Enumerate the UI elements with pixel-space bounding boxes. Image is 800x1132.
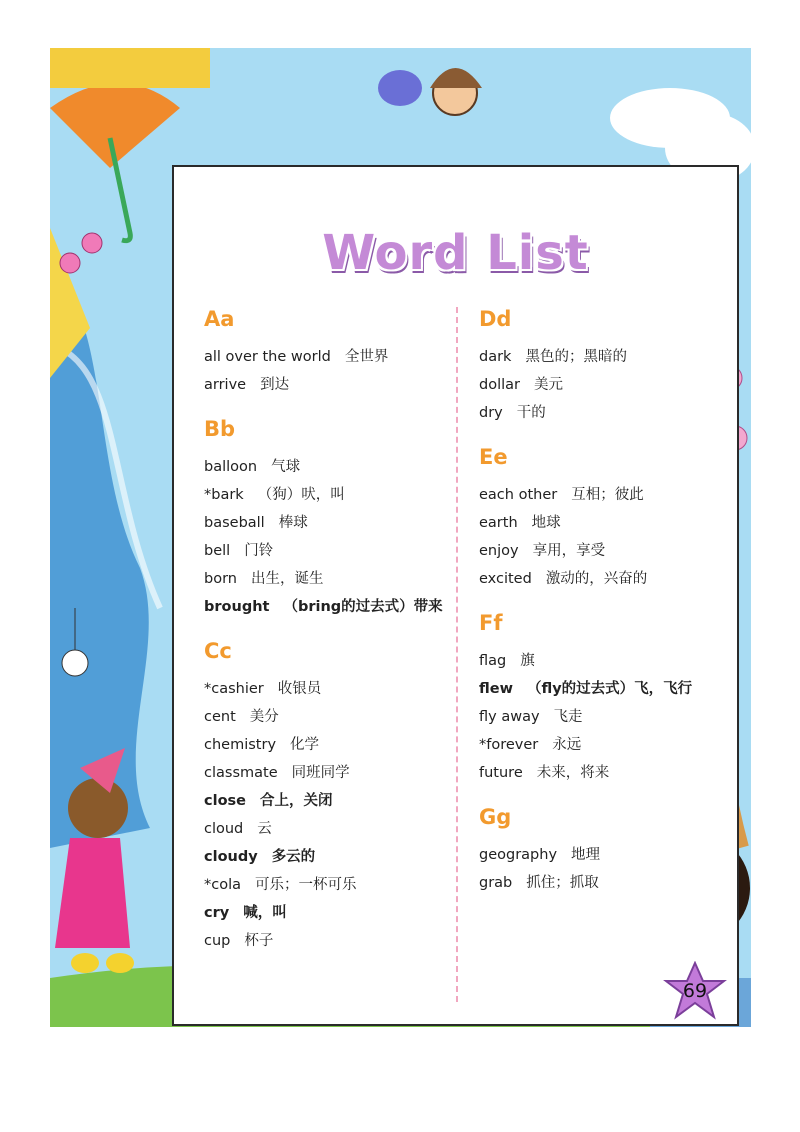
- word-entry: [479, 399, 692, 427]
- word-entry: [479, 841, 692, 869]
- column-divider: [456, 307, 458, 1002]
- page-number: 69: [682, 980, 708, 1002]
- word-text: each other: [479, 487, 558, 503]
- section-bb: [204, 417, 443, 621]
- word-meaning: 收银员: [277, 681, 322, 697]
- word-meaning: （bring的过去式）带来: [283, 599, 443, 615]
- word-meaning: 激动的，兴奋的: [545, 571, 648, 587]
- word-meaning: 到达: [260, 377, 290, 393]
- section-ff: [479, 611, 692, 787]
- section-aa: [204, 307, 443, 399]
- word-meaning: （fly的过去式）飞，飞行: [526, 681, 693, 697]
- word-entry: [204, 481, 443, 509]
- word-text: baseball: [204, 515, 265, 531]
- word-entry: [479, 703, 692, 731]
- word-entry: [204, 927, 443, 955]
- word-text: classmate: [204, 765, 278, 781]
- word-meaning: 全世界: [344, 349, 389, 365]
- word-meaning: 多云的: [271, 849, 316, 865]
- word-entry: [204, 731, 443, 759]
- word-meaning: 美元: [533, 377, 563, 393]
- section-dd: [479, 307, 692, 427]
- word-meaning: 黑色的；黑暗的: [525, 349, 627, 365]
- word-meaning: 美分: [249, 709, 279, 725]
- illustrated-border: [50, 48, 751, 1027]
- word-entry: [204, 453, 443, 481]
- word-entry: [204, 815, 443, 843]
- word-meaning: 未来，将来: [536, 765, 610, 781]
- word-text: flew: [479, 681, 513, 697]
- word-text: future: [479, 765, 523, 781]
- section-letter: Aa: [204, 307, 235, 331]
- word-text: *cola: [204, 877, 242, 893]
- word-meaning: （狗）吠，叫: [257, 487, 345, 503]
- word-text: flag: [479, 653, 507, 669]
- word-text: dry: [479, 405, 503, 421]
- word-text: arrive: [204, 377, 247, 393]
- word-text: balloon: [204, 459, 258, 475]
- word-entry: [204, 509, 443, 537]
- section-gg: [479, 805, 692, 897]
- word-entry: [479, 647, 692, 675]
- page-title: Word List: [322, 225, 589, 281]
- word-entry: [479, 565, 692, 593]
- word-meaning: 旗: [520, 653, 535, 669]
- section-letter: Ff: [479, 611, 503, 635]
- word-entry: [479, 869, 692, 897]
- word-text: grab: [479, 875, 513, 891]
- word-text: bell: [204, 543, 231, 559]
- section-letter: Gg: [479, 805, 512, 829]
- word-meaning: 享用，享受: [532, 543, 606, 559]
- section-cc: [204, 639, 443, 955]
- page-number-badge: [662, 961, 728, 1021]
- word-meaning: 杯子: [244, 933, 274, 949]
- word-entry: [204, 593, 443, 621]
- word-entry: [204, 675, 443, 703]
- word-entry: [479, 371, 692, 399]
- word-entry: [204, 703, 443, 731]
- word-meaning: 干的: [516, 405, 546, 421]
- word-meaning: 同班同学: [291, 765, 350, 781]
- word-meaning: 门铃: [244, 543, 274, 559]
- word-entry: [479, 537, 692, 565]
- word-entry: [204, 371, 443, 399]
- word-entry: [204, 343, 443, 371]
- word-entry: [204, 759, 443, 787]
- word-meaning: 喊，叫: [243, 905, 287, 921]
- word-text: cent: [204, 709, 236, 725]
- word-text: geography: [479, 847, 558, 863]
- word-entry: [204, 871, 443, 899]
- word-meaning: 可乐；一杯可乐: [255, 877, 357, 893]
- word-text: chemistry: [204, 737, 277, 753]
- word-meaning: 棒球: [278, 515, 308, 531]
- word-entry: [204, 565, 443, 593]
- section-letter: Bb: [204, 417, 236, 441]
- section-letter: Ee: [479, 445, 508, 469]
- word-text: all over the world: [204, 349, 331, 365]
- word-text: brought: [204, 599, 270, 615]
- word-entry: [479, 481, 692, 509]
- word-meaning: 飞走: [553, 709, 583, 725]
- right-column: [479, 307, 692, 915]
- word-text: *forever: [479, 737, 539, 753]
- word-meaning: 地球: [531, 515, 561, 531]
- word-entry: [479, 731, 692, 759]
- word-entry: [479, 509, 692, 537]
- word-meaning: 气球: [271, 459, 301, 475]
- word-text: cup: [204, 933, 231, 949]
- word-entry: [204, 537, 443, 565]
- word-meaning: 合上，关闭: [260, 793, 333, 809]
- word-meaning: 出生，诞生: [250, 571, 324, 587]
- word-meaning: 地理: [571, 847, 601, 863]
- word-text: enjoy: [479, 543, 519, 559]
- word-text: excited: [479, 571, 532, 587]
- section-letter: Cc: [204, 639, 232, 663]
- section-ee: [479, 445, 692, 593]
- word-meaning: 永远: [552, 737, 582, 753]
- word-text: born: [204, 571, 237, 587]
- section-letter: Dd: [479, 307, 512, 331]
- word-meaning: 抓住；抓取: [526, 875, 599, 891]
- word-meaning: 化学: [290, 737, 320, 753]
- word-entry: [204, 787, 443, 815]
- word-entry: [204, 843, 443, 871]
- word-text: dark: [479, 349, 512, 365]
- word-text: *bark: [204, 487, 244, 503]
- word-meaning: 互相；彼此: [571, 487, 644, 503]
- word-text: cloud: [204, 821, 244, 837]
- word-text: *cashier: [204, 681, 264, 697]
- word-entry: [479, 675, 692, 703]
- word-text: dollar: [479, 377, 520, 393]
- word-entry: [204, 899, 443, 927]
- word-entry: [479, 343, 692, 371]
- word-entry: [479, 759, 692, 787]
- word-text: close: [204, 793, 246, 809]
- left-column: [204, 307, 443, 973]
- word-text: cloudy: [204, 849, 258, 865]
- word-text: earth: [479, 515, 518, 531]
- word-list-page: [174, 167, 737, 1024]
- word-meaning: 云: [257, 821, 272, 837]
- word-text: fly away: [479, 709, 540, 725]
- word-text: cry: [204, 905, 230, 921]
